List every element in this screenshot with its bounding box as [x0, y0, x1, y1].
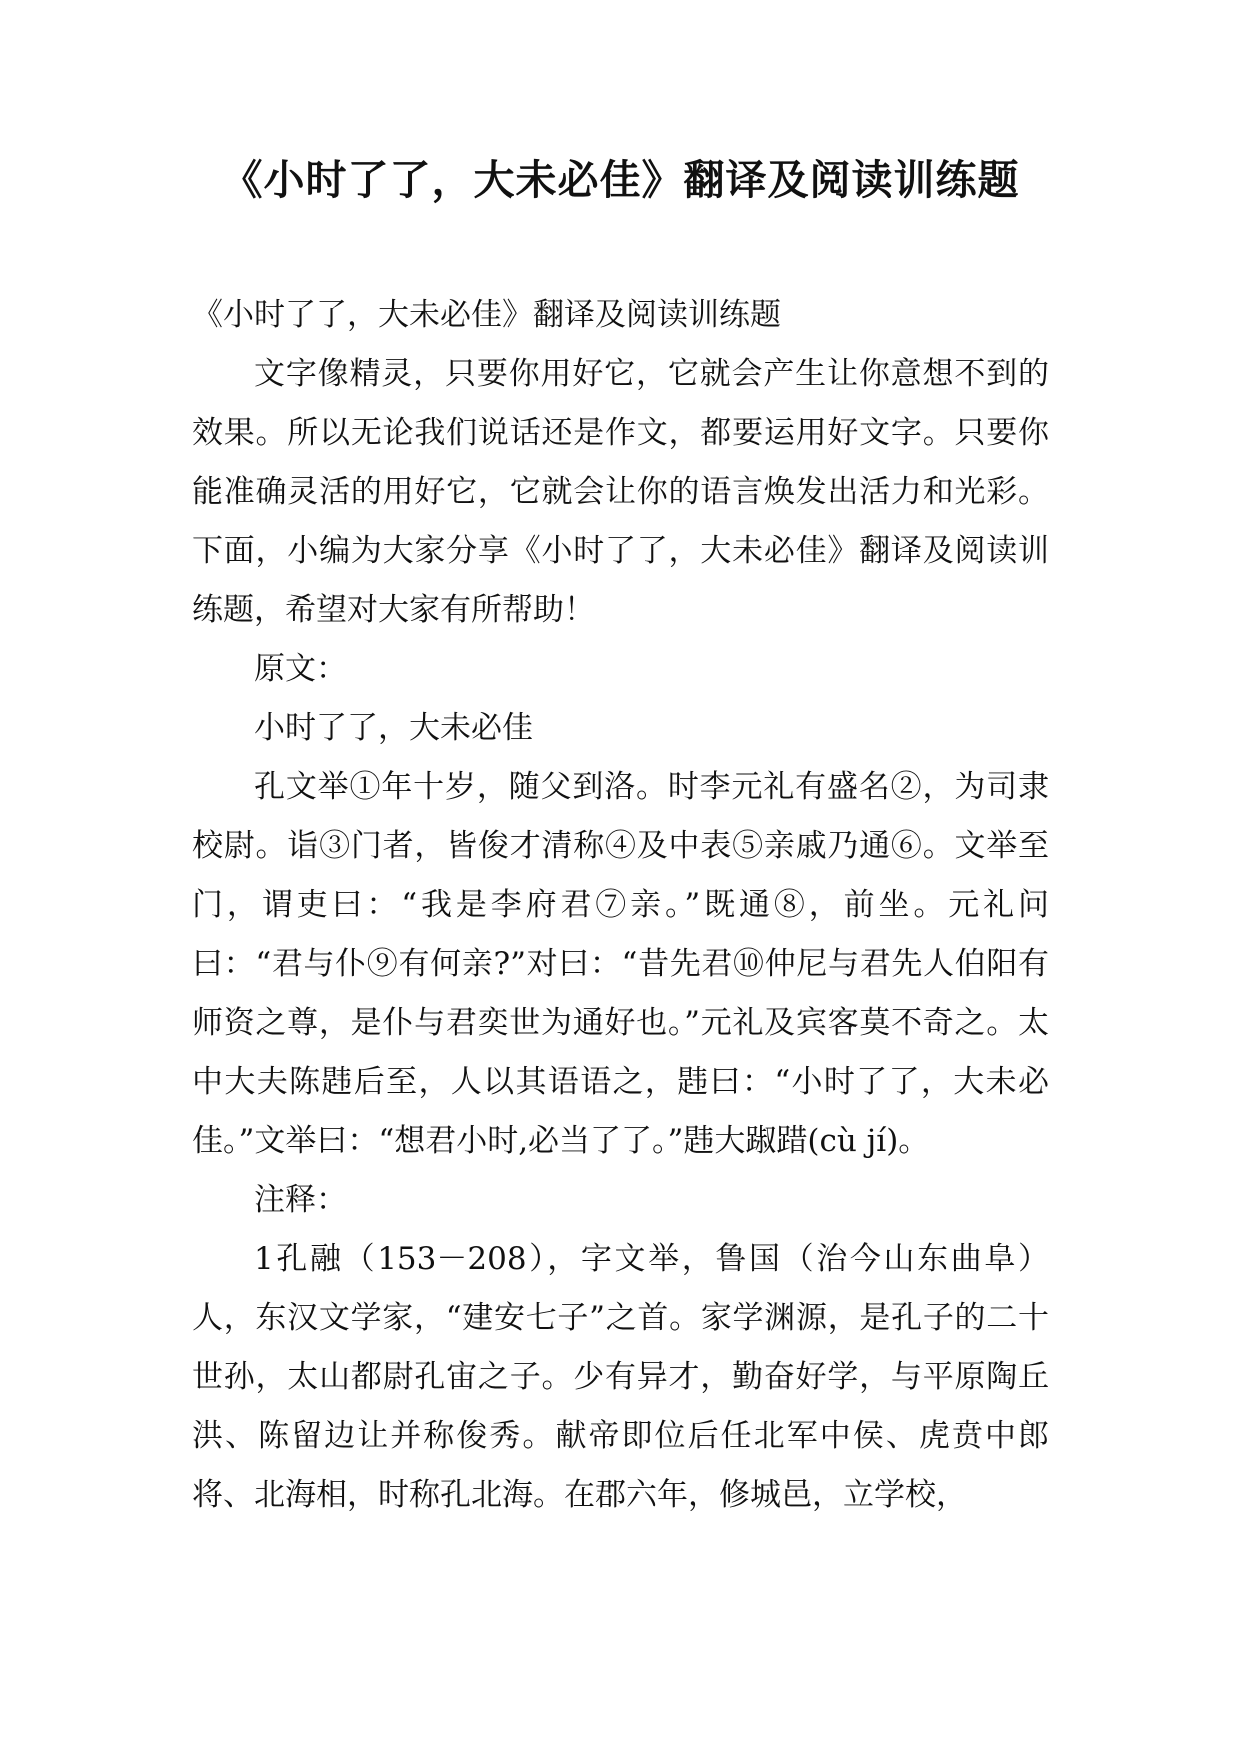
- document-body: [192, 286, 1049, 1525]
- document-subtitle: 《小时了了，大未必佳》翻译及阅读训练题: [192, 297, 781, 333]
- note-paragraph: 1孔融（153－208），字文举，鲁国（治今山东曲阜）人，东汉文学家，“建安七子”之首。家学渊源，是孔子的二十世孙，太山都尉孔宙之子。少有异才，勤奋好学，与平原陶丘洪、陈留边让并称俊秀。献帝即位后任北军中侯、虎贲中郎将、北海相，时称孔北海。在郡六年，修城邑，立学校，: [192, 1241, 1049, 1513]
- original-text-paragraph: 孔文举①年十岁，随父到洛。时李元礼有盛名②，为司隶校尉。诣③门者，皆俊才清称④及中表⑤亲戚乃通⑥。文举至门，谓吏曰：“我是李府君⑦亲。”既通⑧，前坐。元礼问曰：“君与仆⑨有何亲?”对曰：“昔先君⑩仲尼与君先人伯阳有师资之尊，是仆与君奕世为通好也。”元礼及宾客莫不奇之。太中大夫陈韪后至，人以其语语之，韪曰：“小时了了，大未必佳。”文举曰：“想君小时,必当了了。”韪大踧踖(cù jí)。: [192, 769, 1049, 1159]
- original-title: 小时了了，大未必佳: [254, 710, 533, 746]
- intro-paragraph: 文字像精灵，只要你用好它，它就会产生让你意想不到的效果。所以无论我们说话还是作文，都要运用好文字。只要你能准确灵活的用好它，它就会让你的语言焕发出活力和光彩。下面，小编为大家分享《小时了了，大未必佳》翻译及阅读训练题，希望对大家有所帮助！: [192, 356, 1049, 628]
- original-label: 原文：: [254, 651, 347, 687]
- document-title: 《小时了了，大未必佳》翻译及阅读训练题: [221, 156, 1020, 204]
- notes-label: 注释：: [254, 1182, 347, 1218]
